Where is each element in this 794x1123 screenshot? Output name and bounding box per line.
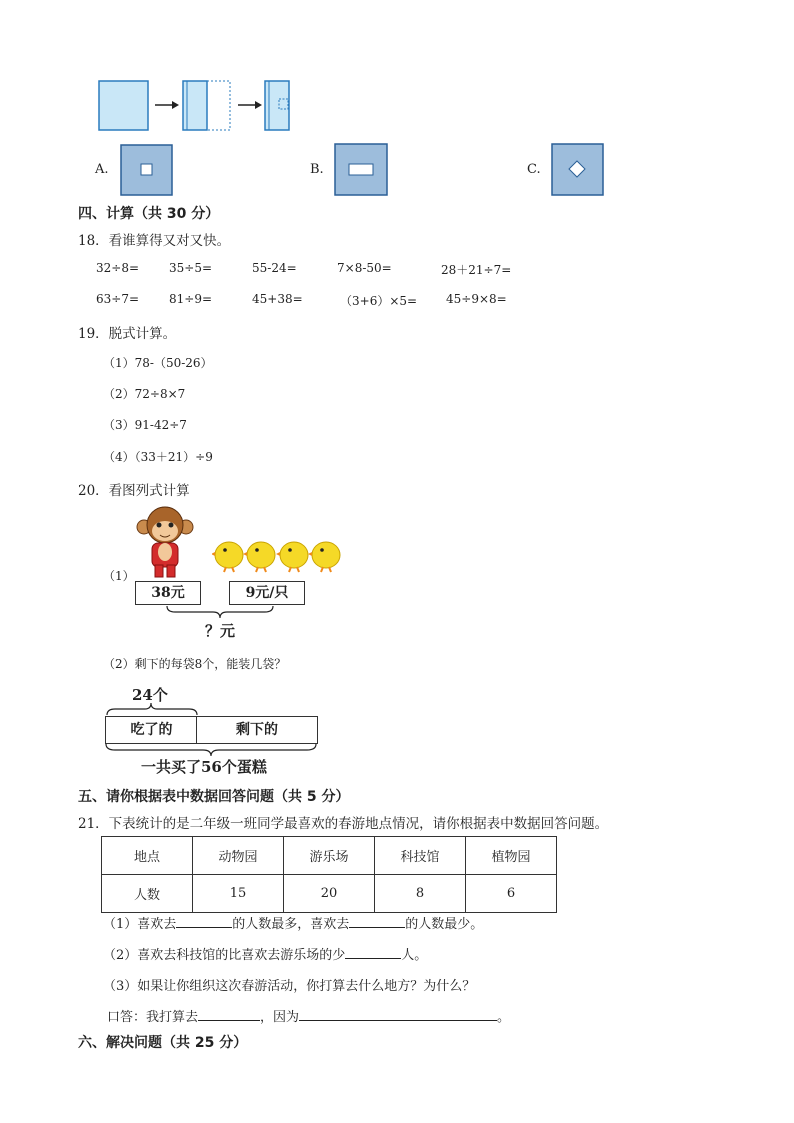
calc-item: 7×8-50=	[337, 261, 392, 275]
section-5-title: 五、请你根据表中数据回答问题（共 5 分）	[78, 789, 350, 805]
answer-blank[interactable]	[349, 915, 405, 928]
answer-blank[interactable]	[198, 1008, 260, 1021]
total-cakes-brace	[105, 743, 318, 757]
table-header: 动物园	[193, 837, 284, 875]
choice-c-label: C.	[527, 162, 541, 177]
answer-blank[interactable]	[176, 915, 232, 928]
q19-item: （1）78-（50-26）	[103, 356, 213, 370]
table-cell: 6	[466, 875, 557, 913]
q19-title: 19．脱式计算。	[78, 326, 177, 342]
q19-item: （3）91-42÷7	[103, 418, 187, 432]
table-cell: 15	[193, 875, 284, 913]
paper-square	[99, 81, 148, 130]
choice-a-figure[interactable]	[120, 144, 174, 196]
calc-item: 28＋21÷7=	[441, 263, 512, 277]
choice-b-figure[interactable]	[334, 143, 389, 196]
remaining-segment: 剩下的	[196, 716, 318, 744]
calc-item: 32÷8=	[96, 261, 140, 275]
q21-answer: 口答：我打算去 ，因为 。	[107, 1010, 511, 1025]
q18-title: 18．看谁算得又对又快。	[78, 233, 231, 249]
table-cell: 人数	[102, 875, 193, 913]
calc-item: 81÷9=	[169, 292, 213, 306]
eaten-count: 24个	[132, 686, 168, 704]
q20-part2-label: （2）剩下的每袋8个，能装几袋？	[103, 657, 287, 671]
table-cell: 20	[284, 875, 375, 913]
price-box-chick: 9元/只	[229, 581, 305, 605]
q21-sub1: （1）喜欢去 的人数最多，喜欢去 的人数最少。	[103, 917, 484, 932]
table-cell: 8	[375, 875, 466, 913]
table-header: 地点	[102, 837, 193, 875]
choice-a-label: A.	[95, 162, 109, 177]
q21-title: 21．下表统计的是二年级一班同学最喜欢的春游地点情况，请你根据表中数据回答问题。	[78, 816, 609, 832]
monkey-illustration	[135, 505, 195, 580]
calc-item: 45÷9×8=	[446, 292, 507, 306]
table-header: 植物园	[466, 837, 557, 875]
total-cakes: 一共买了56个蛋糕	[141, 758, 267, 776]
calc-item: 63÷7=	[96, 292, 140, 306]
answer-blank[interactable]	[299, 1008, 497, 1021]
eaten-segment: 吃了的	[105, 716, 198, 744]
q20-part1-label: （1）	[103, 569, 135, 583]
calc-item: 45+38=	[252, 292, 303, 306]
eaten-brace	[105, 702, 199, 716]
choice-b-label: B.	[310, 162, 324, 177]
survey-table	[101, 836, 557, 913]
q19-item: （2）72÷8×7	[103, 387, 186, 401]
section-6-title: 六、解决问题（共 25 分）	[78, 1035, 248, 1051]
total-brace	[165, 604, 275, 620]
table-header: 游乐场	[284, 837, 375, 875]
section-4-title: 四、计算（共 30 分）	[78, 206, 220, 222]
arrow-icon	[255, 101, 262, 109]
table-header: 科技馆	[375, 837, 466, 875]
q20-title: 20．看图列式计算	[78, 483, 190, 499]
chicks-illustration	[212, 535, 347, 573]
total-question: ？元	[205, 622, 236, 640]
choice-c-figure[interactable]	[551, 143, 605, 196]
price-box-monkey: 38元	[135, 581, 201, 605]
answer-blank[interactable]	[345, 946, 401, 959]
q19-item: （4）（33＋21）÷9	[103, 450, 213, 464]
table-row	[102, 837, 557, 875]
table-row	[102, 875, 557, 913]
fold-diagram	[95, 78, 305, 134]
arrow-icon	[172, 101, 179, 109]
calc-item: （3+6）×5=	[340, 294, 418, 308]
calc-item: 55-24=	[252, 261, 297, 275]
q21-sub2: （2）喜欢去科技馆的比喜欢去游乐场的少 人。	[103, 948, 428, 963]
calc-item: 35÷5=	[169, 261, 213, 275]
q21-sub3: （3）如果让你组织这次春游活动，你打算去什么地方？为什么？	[103, 979, 476, 994]
